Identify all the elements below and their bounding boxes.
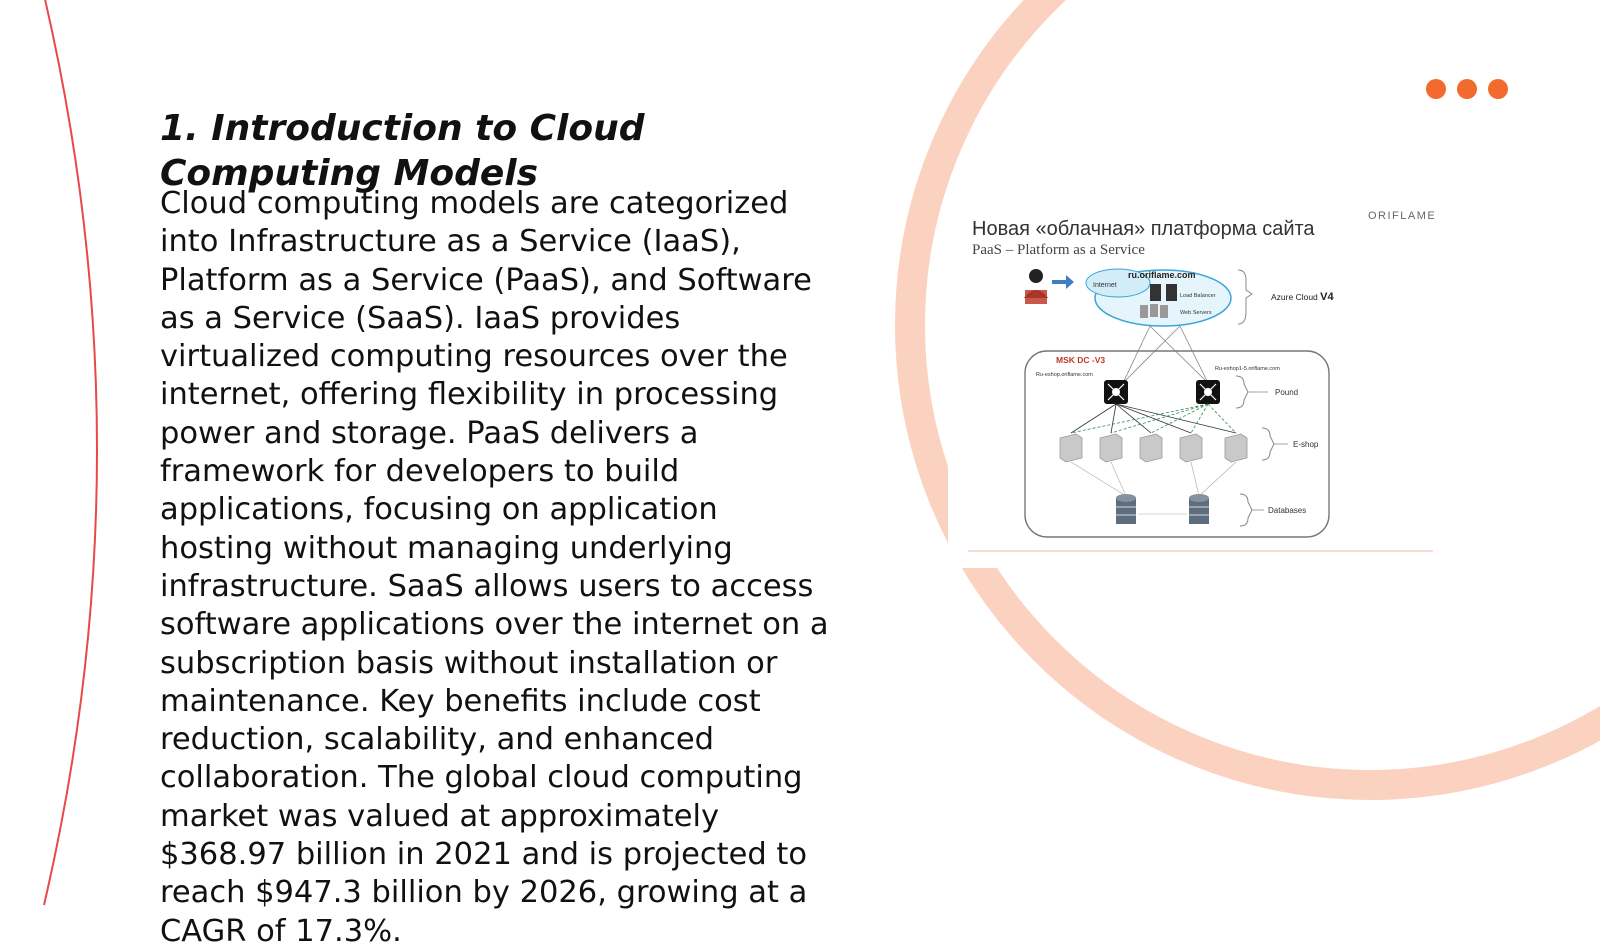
user-icon [1024, 269, 1048, 304]
oriflame-logo: ORIFLAME [1368, 210, 1437, 222]
eshop-label: E-shop [1293, 440, 1319, 449]
slide-title: 1. Introduction to Cloud Computing Models [160, 108, 645, 194]
internet-label: Internet [1093, 282, 1117, 289]
domain-label: ru.oriflame.com [1128, 270, 1196, 280]
dots-icon [1426, 79, 1508, 99]
web-servers-icon [1140, 304, 1168, 318]
dot-icon [1457, 79, 1477, 99]
azure-text: Azure Cloud [1271, 292, 1318, 302]
web-servers-label: Web Servers [1180, 310, 1212, 316]
host-right-label: Ru-eshop1-5.oriflame.com [1215, 366, 1280, 372]
figure-subtitle: PaaS – Platform as a Service [972, 242, 1145, 258]
pound-bracket [1236, 376, 1248, 408]
dc-label: MSK DC -V3 [1056, 355, 1106, 365]
pound-label: Pound [1275, 388, 1299, 397]
databases-label: Databases [1268, 506, 1307, 515]
database-icon [1189, 494, 1209, 524]
left-red-curve [44, 0, 97, 905]
architecture-diagram [968, 258, 1438, 578]
architecture-figure [968, 208, 1438, 578]
azure-version: V4 [1320, 291, 1334, 303]
figure-title: Новая «облачная» платформа сайта [972, 218, 1315, 240]
pound-node-icon [1104, 380, 1128, 404]
load-balancer-label: Load Balancer [1180, 293, 1216, 299]
azure-bracket [1238, 270, 1252, 324]
eshop-links [1071, 404, 1236, 433]
database-icon [1116, 494, 1136, 524]
db-bracket [1240, 494, 1252, 526]
azure-label [1271, 291, 1334, 303]
pound-node-icon [1196, 380, 1220, 404]
eshop-servers-icon [1060, 434, 1247, 462]
host-left-label: Ru-eshop.oriflame.com [1036, 372, 1093, 378]
cloud-links [1123, 326, 1208, 383]
eshop-bracket [1262, 428, 1274, 460]
db-links [1071, 462, 1236, 514]
arrow-icon [1052, 275, 1074, 289]
dot-icon [1488, 79, 1508, 99]
dot-icon [1426, 79, 1446, 99]
slide-body-text: Cloud computing models are categorized into Infrastructure as a Service (IaaS), Platform as a Service (PaaS), and Software as a Service (SaaS). IaaS provides virtualized computing resources over the internet, offering flexibility in processing power and storage. PaaS delivers a framework for developers to build applications, focusing on application hosting without managing underlying infrastructure. SaaS allows users to access software applications over the internet on a subscription basis without installation or maintenance. Key benefits include cost reduction, scalability, and enhanced collaboration. The global cloud computing market was valued at approximately $368.97 billion in 2021 and is projected to reach $947.3 billion by 2026, growing at a CAGR of 17.3%. [160, 186, 829, 949]
